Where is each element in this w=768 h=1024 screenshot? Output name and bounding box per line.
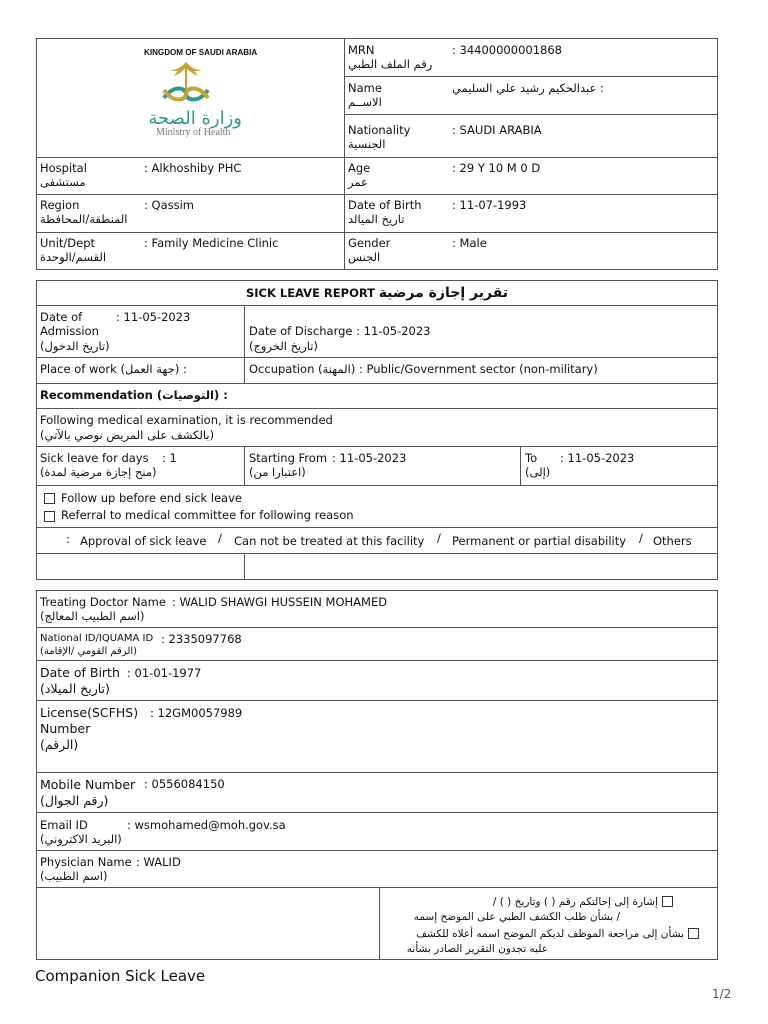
occupation	[249, 362, 598, 376]
dob-value: : 11-07-1993	[452, 198, 527, 212]
unit-label: Unit/Dept	[40, 236, 96, 250]
occupation-label-ar: (المهنة)	[318, 362, 356, 376]
mrn-value: : 34400000001868	[452, 43, 562, 57]
reason-disability: Permanent or partial disability	[452, 534, 627, 548]
license-label: License(SCFHS)	[40, 705, 139, 720]
admission-label-ar: (تاريخ الدخول)	[40, 339, 110, 353]
doctor-dob-label-ar: (تاريخ الميلاد)	[40, 681, 110, 696]
admission-value: : 11-05-2023	[116, 310, 191, 324]
place-of-work	[40, 362, 187, 376]
reason-sep-3: /	[639, 531, 643, 545]
age-label-ar: عمر	[348, 175, 368, 189]
doctor-name-label: Treating Doctor Name	[40, 595, 166, 609]
national-id-value: : 2335097768	[161, 632, 242, 646]
mrn-label-ar: رقم الملف الطبي	[348, 57, 433, 71]
physician-label-ar: (اسم الطبيب)	[40, 869, 108, 883]
mobile-label-ar: (رقم الجوال)	[40, 793, 109, 808]
place-of-work-colon: :	[182, 362, 187, 376]
dob-label: Date of Birth	[348, 198, 422, 212]
reason-approval: Approval of sick leave	[80, 534, 207, 548]
companion-heading: Companion Sick Leave	[35, 967, 206, 985]
followup-checkbox[interactable]	[44, 493, 55, 504]
national-id-label: National ID/IQUAMA ID	[40, 633, 154, 644]
nationality-label-ar: الجنسية	[348, 137, 386, 151]
nationality-value: : SAUDI ARABIA	[452, 123, 542, 137]
doctor-dob-label: Date of Birth	[40, 665, 120, 680]
mobile-value: : 0556084150	[144, 777, 225, 791]
recommendation-colon: :	[223, 388, 228, 402]
reason-others: Others	[653, 534, 692, 548]
logo-arabic-text: وزارة الصحة	[148, 108, 242, 129]
sick-days-value: : 1	[162, 451, 177, 465]
email-label-ar: (البريد الاكتروني)	[40, 832, 122, 846]
doctor-dob-value: : 01-01-1977	[127, 666, 202, 680]
email-label: Email ID	[40, 818, 88, 832]
hospital-value: : Alkhoshiby PHC	[144, 161, 242, 175]
gender-label-ar: الجنس	[348, 250, 381, 264]
logo-english-text: Ministry of Health	[156, 127, 231, 138]
review-note-checkbox[interactable]	[688, 928, 699, 939]
place-of-work-label: Place of work	[40, 362, 117, 376]
region-label-ar: المنطقة/المحافظة	[40, 212, 128, 226]
recommendation-heading	[40, 388, 228, 402]
doctor-name-label-ar: (اسم الطبيب المعالج)	[40, 609, 145, 623]
admission-label-2: Admission	[40, 324, 99, 338]
age-label: Age	[348, 161, 371, 175]
license-label-2: Number	[40, 721, 91, 736]
hospital-label: Hospital	[40, 161, 87, 175]
hospital-label-ar: مستشفى	[40, 175, 86, 189]
report-title-ar: تقرير إجازة مرضية	[378, 285, 509, 301]
sick-days-label-ar: (منح إجازة مرضية لمدة)	[40, 465, 157, 479]
examination-text: Following medical examination, it is recommended	[40, 413, 333, 427]
place-of-work-label-ar: (جهة العمل)	[120, 362, 180, 376]
reason-sep-1: /	[218, 531, 222, 545]
doctor-name-value: : WALID SHAWGI HUSSEIN MOHAMED	[172, 595, 388, 609]
region-label: Region	[40, 198, 80, 212]
header-divider	[344, 38, 345, 270]
email-value: : wsmohamed@moh.gov.sa	[127, 818, 286, 832]
nationality-label: Nationality	[348, 123, 411, 137]
license-label-ar: (الرقم)	[40, 737, 79, 752]
logo-kingdom-text: KINGDOM OF SAUDI ARABIA	[144, 47, 258, 57]
name-value: : عبدالحكيم رشيد علي السليمي	[452, 81, 604, 95]
reasons-colon: :	[66, 532, 70, 546]
gender-value: : Male	[452, 236, 487, 250]
name-label-ar: الاســم	[348, 95, 382, 109]
referral-checkbox[interactable]	[44, 511, 55, 522]
reason-sep-2: /	[437, 531, 441, 545]
unit-value: : Family Medicine Clinic	[144, 236, 279, 250]
admission-label: Date of	[40, 310, 83, 324]
region-value: : Qassim	[144, 198, 195, 212]
gender-label: Gender	[348, 236, 391, 250]
national-id-label-ar: (الرقم القومي /الإقامة)	[40, 646, 138, 657]
palm-emblem-icon	[156, 58, 216, 110]
unit-label-ar: القسم/الوحدة	[40, 250, 107, 264]
name-label: Name	[348, 81, 382, 95]
starting-label: Starting From	[249, 451, 328, 465]
referral-note-line2: / بشأن طلب الكشف الطبي على الموضح إسمه	[413, 911, 620, 923]
mobile-label: Mobile Number	[40, 777, 136, 792]
to-label: To	[525, 451, 538, 465]
age-value: : 29 Y 10 M 0 D	[452, 161, 541, 175]
referral-note-line1: إشارة إلى إحالتكم رقم ( ) وتاريخ ( ) /	[492, 896, 658, 908]
ministry-logo	[118, 42, 278, 154]
to-value: : 11-05-2023	[560, 451, 635, 465]
starting-label-ar: (اعتبارا من)	[249, 465, 306, 479]
recommendation-label: Recommendation	[40, 388, 153, 402]
examination-text-ar: (بالكشف على المريض نوصي بالآتي)	[40, 428, 215, 442]
report-title-en: SICK LEAVE REPORT	[245, 286, 376, 300]
mrn-label: MRN	[348, 43, 375, 57]
physician-label: Physician Name	[40, 855, 132, 869]
reason-not-treated: Can not be treated at this facility	[234, 534, 425, 548]
recommendation-label-ar: (التوصيات)	[156, 388, 220, 402]
report-title	[36, 285, 718, 301]
dob-label-ar: تاريخ الميالد	[348, 212, 405, 226]
page-number: 1/2	[712, 987, 732, 1001]
sick-days-label: Sick leave for days	[40, 451, 149, 465]
physician-value: : WALID	[136, 855, 181, 869]
referral-label: Referral to medical committee for following reason	[61, 508, 354, 522]
occupation-label: Occupation	[249, 362, 315, 376]
occupation-value: : Public/Government sector (non-military)	[358, 362, 598, 376]
discharge-label-ar: (تاريخ الخروج)	[249, 339, 318, 353]
review-note-line1: بشأن إلى مراجعة الموظف لديكم الموضح اسمه أعلاه للكشف	[416, 928, 684, 940]
license-value: : 12GM0057989	[150, 706, 243, 720]
to-label-ar: (إلى)	[525, 465, 551, 479]
review-note-line2: عليه تجدون التقرير الصادر بشأنه	[406, 943, 548, 955]
referral-note-checkbox[interactable]	[662, 896, 673, 907]
followup-label: Follow up before end sick leave	[61, 491, 242, 505]
starting-value: : 11-05-2023	[332, 451, 407, 465]
discharge-label: Date of Discharge : 11-05-2023	[249, 324, 431, 338]
